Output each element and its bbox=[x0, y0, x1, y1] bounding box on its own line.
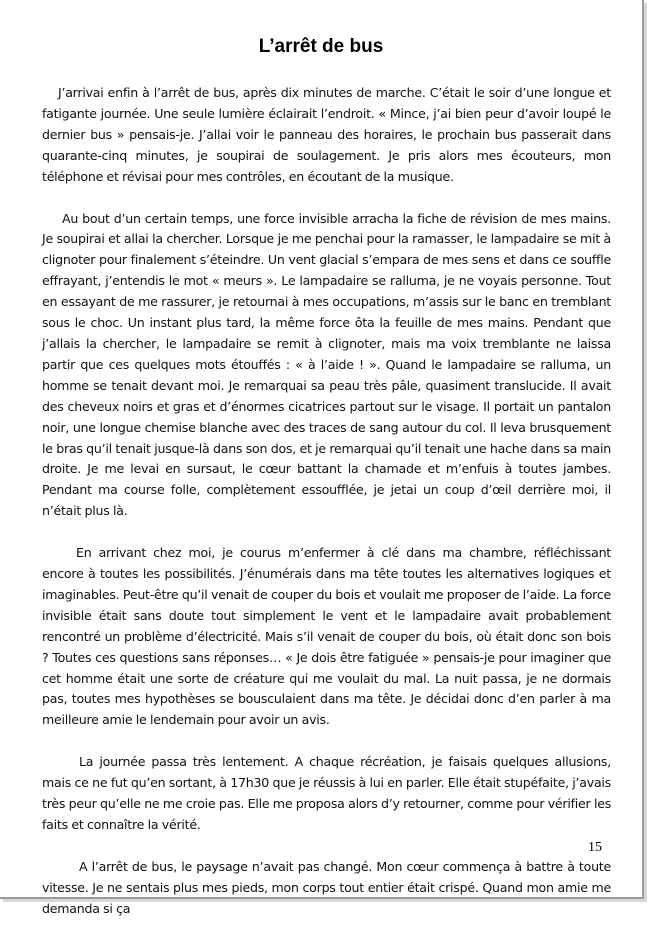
paragraph-5: A l’arrêt de bus, le paysage n’avait pas changé. Mon cœur commença à battre à toute vitesse. Je ne sentais plus mes pieds, mon corps tout entier était crispé. Quand mon amie me demanda si ça bbox=[42, 858, 611, 916]
paragraph-1: J’arrivai enfin à l’arrêt de bus, après dix minutes de marche. C’était le soir d’une longue et fatigante journée. Une seule lumière éclairait l’endroit. « Mince, j’ai bien peur d’avoir loupé le dernier bus » pensais-je. J’allai voir le panneau des horaires, le prochain bus passerait dans quarante-cinq minutes, je soupirai de soulagement. Je pris alors mes écouteurs, mon téléphone et révisai pour mes contrôles, en écoutant de la musique. bbox=[42, 85, 611, 184]
page-title: L’arrêt de bus bbox=[258, 36, 384, 57]
story-body bbox=[42, 83, 611, 941]
paragraph-3: En arrivant chez moi, je courus m’enfermer à clé dans ma chambre, réfléchissant encore à toutes les possibilités. J’énumérais dans ma tête toutes les alternatives logiques et imaginables. Peut-être qu’il venait de couper du bois et voulait me proposer de l’aide. La force invisible était sans doute tout simplement le vent et le lampadaire avait probablement rencontré un problème d’électricité. Mais s’il venait de couper du bois, où était donc son bois ? Toutes ces questions sans réponses… « Je dois être fatiguée » pensais-je pour imaginer que cet homme était une sorte de créature qui me voulait du mal. La nuit passa, je ne dormais pas, toutes mes hypothèses se bousculaient dans ma tête. Je décidai donc d’en parler à ma meilleure amie le lendemain pour avoir un avis. bbox=[42, 545, 611, 728]
page-number: 15 bbox=[588, 840, 602, 855]
paragraph-2: Au bout d’un certain temps, une force invisible arracha la fiche de révision de mes mains. Je soupirai et allai la chercher. Lorsque je me penchai pour la ramasser, le lampadaire se mit à clignoter pour finalement s’éteindre. Un vent glacial s’empara de mes sens et dans ce souffle effrayant, j’entendis le mot « meurs ». Le lampadaire se ralluma, je ne voyais personne. Tout en essayant de me rassurer, je retournai à mes occupations, m’assis sur le banc en tremblant sous le choc. Un instant plus tard, la même force ôta la feuille de mes mains. Pendant que j’allais la chercher, le lampadaire se remit à clignoter, mais ma voix tremblante ne laissa partir que ces quelques mots étouffés : « à l’aide ! ». Quand le lampadaire se ralluma, un homme se tenait devant moi. Je remarquai sa peau très pâle, quasiment translucide. Il avait des cheveux noirs et gras et d’énormes cicatrices partout sur le visage. Il portait un pantalon noir, une longue chemise blanche avec des traces de sang autour du col. Il leva brusquement le bras qu’il tenait jusque-là dans son dos, et je remarquai qu’il tenait une hache dans sa main droite. Je me levai en sursaut, le cœur battant la chamade et m’enfuis à toutes jambes. Pendant ma course folle, complètement essoufflée, je jetai un coup d’œil derrière moi, il n’était plus là. bbox=[42, 210, 611, 519]
paragraph-4: La journée passa très lentement. A chaque récréation, je faisais quelques allusions, mais ce ne fut qu’en sortant, à 17h30 que je réussis à lui en parler. Elle était stupéfaite, j’avais très peur qu’elle ne me croie pas. Elle me proposa alors d’y retourner, comme pour vérifier les faits et connaître la vérité. bbox=[42, 754, 611, 832]
